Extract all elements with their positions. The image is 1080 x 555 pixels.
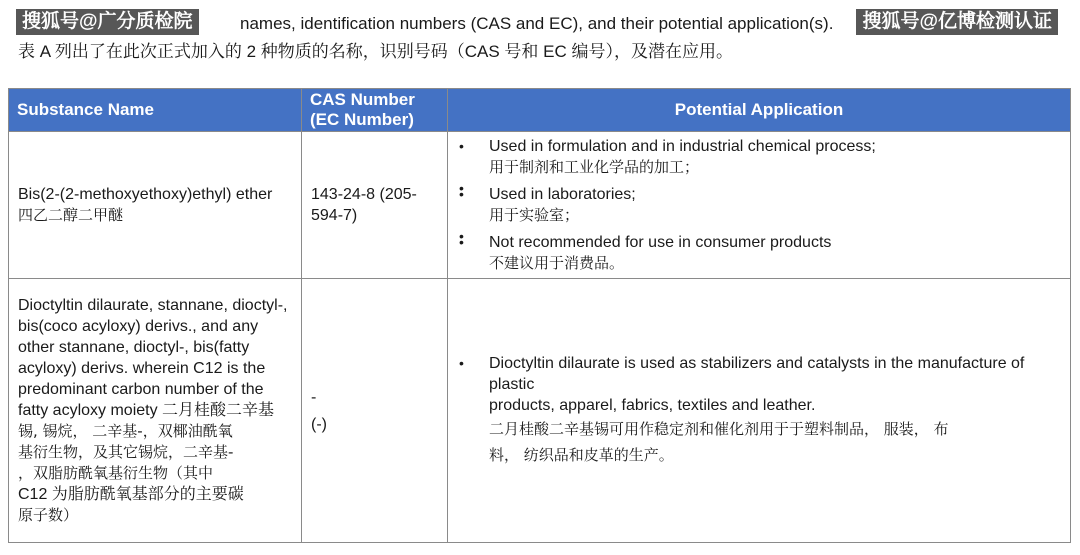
cell-substance-name [9, 132, 302, 279]
substance-name-line: ，双脂肪酰氧基衍生物（其中 [18, 464, 214, 482]
cell-cas-number [302, 279, 448, 543]
table-row [9, 279, 1071, 543]
table-header-row [9, 89, 1071, 132]
substance-name-line: bis(coco acyloxy) derivs., and any [18, 318, 259, 335]
substance-name-zh: 四乙二醇二甲醚 [18, 206, 124, 224]
substance-name-line: other stannane, dioctyl-, bis(fatty [18, 339, 250, 356]
cas-number-line2: (-) [311, 415, 327, 433]
header-substance-name: Substance Name [9, 89, 302, 132]
list-item [457, 232, 1061, 274]
substance-name-line: 锡, 锡烷， 二辛基-，双椰油酰氧 [18, 422, 233, 440]
cell-cas-number [302, 132, 448, 279]
application-zh-line: 二月桂酸二辛基锡可用作稳定剂和催化剂用于于塑料制品， 服装， 布 [489, 420, 949, 438]
header-potential-application: Potential Application [448, 89, 1071, 132]
substance-name-line: predominant carbon number of the [18, 381, 264, 398]
substance-name-line: Dioctyltin dilaurate, stannane, dioctyl-, [18, 297, 288, 314]
application-en-line: products, apparel, fabrics, textiles and leather. [489, 397, 816, 414]
list-item [457, 353, 1061, 468]
substance-name-line: C12 为脂肪酰氧基部分的主要碳 [18, 486, 244, 503]
application-en: • Not recommended for use in consumer products [489, 234, 832, 251]
application-en: • Used in laboratories; [489, 186, 636, 203]
list-item [457, 184, 1061, 226]
substance-table [8, 88, 1071, 543]
application-list [457, 353, 1061, 468]
table-row [9, 132, 1071, 279]
list-item [457, 136, 1061, 178]
application-en: • Used in formulation and in industrial chemical process; [489, 138, 876, 155]
substance-name-line: fatty acyloxy moiety 二月桂酸二辛基 [18, 402, 275, 419]
cas-number-line2: 594-7) [311, 207, 358, 224]
substance-name-line: acyloxy) derivs. wherein C12 is the [18, 360, 266, 377]
cell-potential-application [448, 132, 1071, 279]
cell-potential-application [448, 279, 1071, 543]
header-cas-line2: (EC Number) [310, 110, 414, 129]
intro-line-en: names, identification numbers (CAS and EC), and their potential application(s). [240, 14, 834, 33]
substance-name-line: 基衍生物，及其它锡烷，二辛基- [18, 443, 234, 461]
header-cas-number [302, 89, 448, 132]
application-en-line: • Dioctyltin dilaurate is used as stabilizers and catalysts in the manufacture of plastic [489, 355, 1025, 393]
application-zh: 用于实验室； [489, 206, 580, 224]
application-zh: 用于制剂和工业化学品的加工； [489, 158, 700, 176]
cas-number-line1: - [311, 388, 317, 406]
substance-name-en: Bis(2-(2-methoxyethoxy)ethyl) ether [18, 186, 273, 203]
substance-name-line: 原子数） [18, 506, 79, 524]
cas-number-line1: 143-24-8 (205- [311, 186, 417, 203]
cell-substance-name [9, 279, 302, 543]
header-cas-line1: CAS Number [310, 90, 415, 109]
application-list [457, 136, 1061, 274]
application-zh-line: 料， 纺织品和皮革的生产。 [489, 446, 674, 464]
intro-line-zh: 表 A 列出了在此次正式加入的 2 种物质的名称，识别号码（CAS 号和 EC 编号），及潜在应用。 [18, 42, 733, 61]
application-zh: 不建议用于消费品。 [489, 254, 625, 272]
watermark-right: 搜狐号@亿博检测认证 [856, 9, 1058, 35]
watermark-left: 搜狐号@广分质检院 [16, 9, 199, 35]
